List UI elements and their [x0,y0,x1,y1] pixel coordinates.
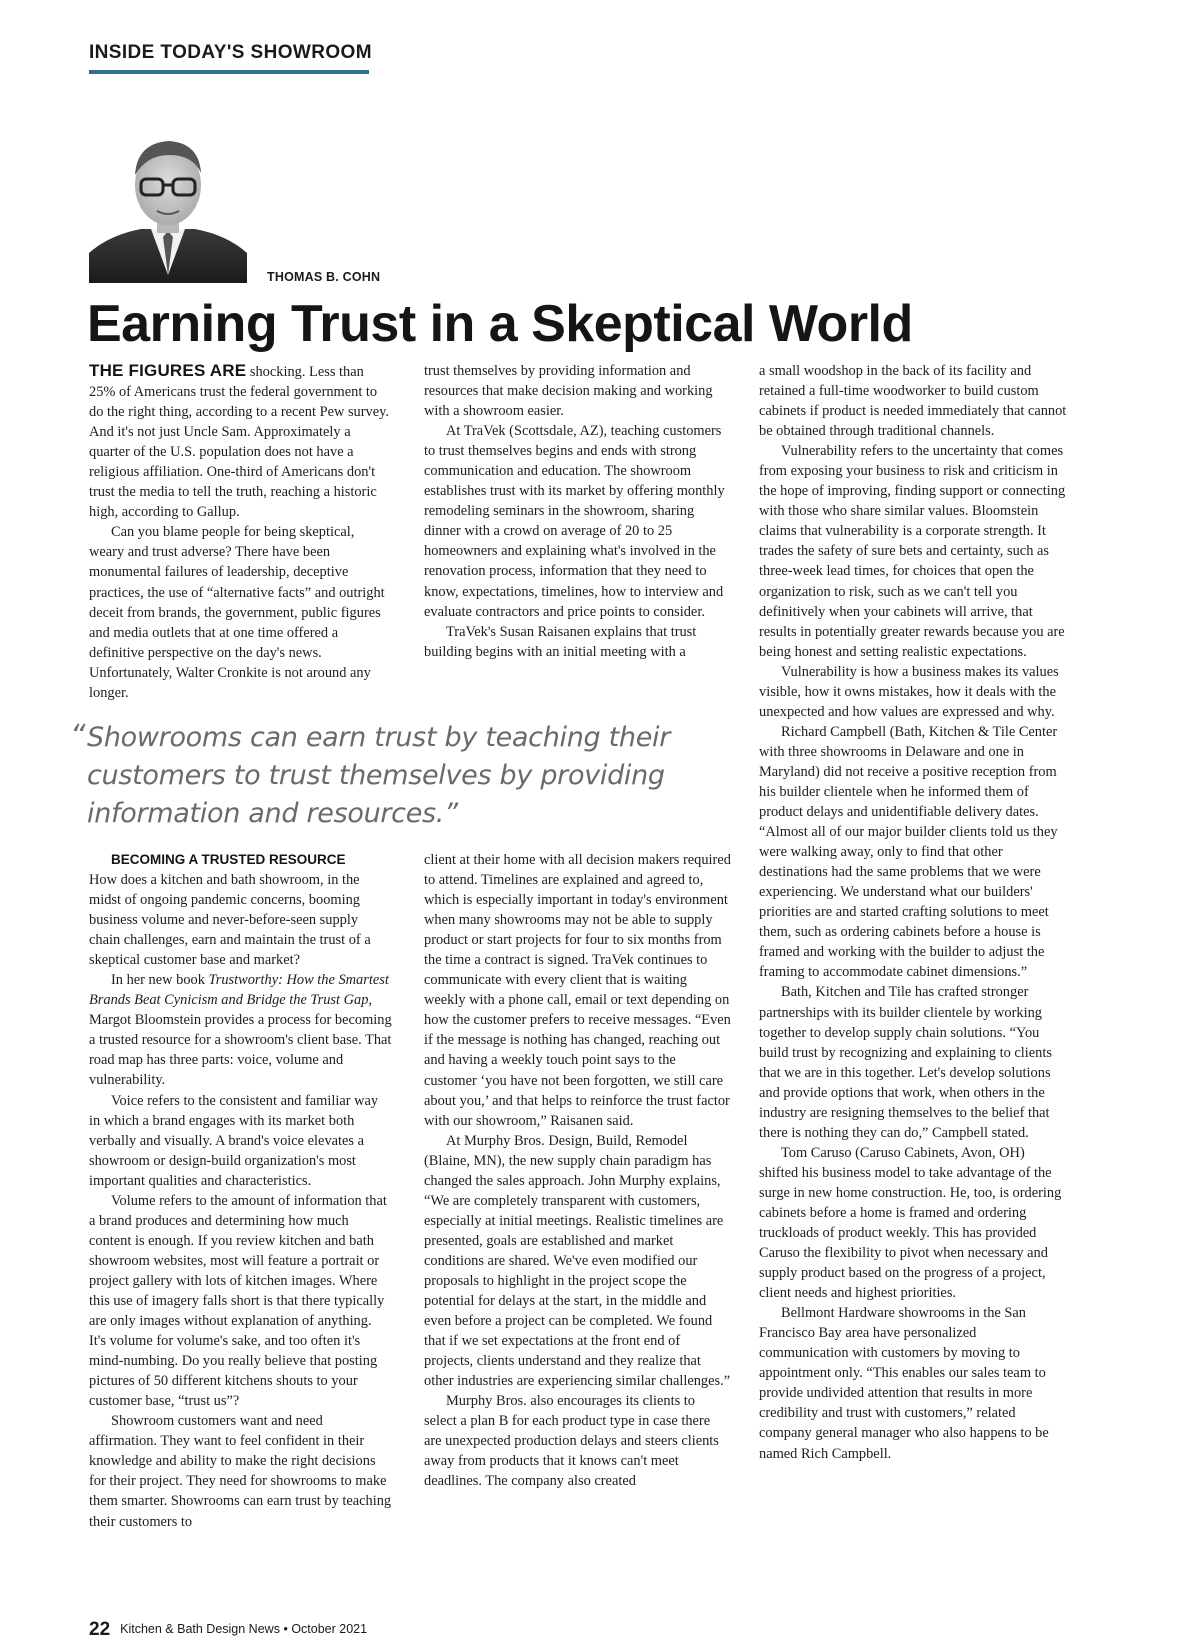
book-paragraph-rest: , Margot Bloomstein provides a process for becoming a trusted resource for a showroom's client base. That road map has three parts: voice, volume and vulnerability. [89,992,392,1089]
body-paragraph: Bath, Kitchen and Tile has crafted stronger partnerships with its builder clientele by working together to develop supply chain solutions. “You build trust by recognizing and explaining to clients that we are in this together. Let's develop solutions and provide options that work, when others in the industry are resigning themselves to the belief that there is nothing they can do,” Campbell stated. [759,984,1052,1141]
body-paragraph: Vulnerability is how a business makes its values visible, how it owns mistakes, how it deals with the unexpected and how values are expressed and why. [759,663,1059,720]
body-paragraph: Tom Caruso (Caruso Cabinets, Avon, OH) shifted his business model to take advantage of the surge in new home construction. He, too, is ordering cabinets before a home is framed and ordering truckloads of product weekly. This has provided Caruso the flexibility to pivot when necessary and supply product based on the progress of a project, client needs and highest priorities. [759,1144,1062,1302]
body-paragraph: Voice refers to the consistent and familiar way in which a brand engages with its market both verbally and visually. A brand's voice elevates a showroom or design-build organization's most important qualities and characteristics. [89,1092,379,1189]
column-2-top [424,361,731,662]
author-portrait-image [89,125,247,283]
column-3 [759,361,1067,1464]
body-paragraph: trust themselves by providing information and resources that make decision making and working with a showroom easier. [424,363,713,420]
article-headline: Earning Trust in a Skeptical World [87,295,913,353]
pull-quote-mark: “ [70,719,86,754]
lead-in: THE FIGURES ARE [89,361,247,380]
body-paragraph: a small woodshop in the back of its facility and retained a full-time woodworker to build custom cabinets if product is needed immediately that cannot be obtained through traditional channels. [759,363,1067,440]
footer-separator: • [283,1622,288,1636]
column-1-top [89,361,392,703]
section-label: INSIDE TODAY'S SHOWROOM [89,42,372,63]
body-paragraph: TraVek's Susan Raisanen explains that trust building begins with an initial meeting with a [424,623,697,660]
book-paragraph-intro: In her new book [111,972,209,989]
body-paragraph: Showroom customers want and need affirmation. They want to feel confident in their knowledge and ability to make the right decisions for their project. They need for showrooms to make them smarter. Showrooms can earn trust by teaching their customers to [89,1413,392,1530]
body-paragraph: Murphy Bros. also encourages its clients to select a plan B for each product type in case there are unexpected production delays and steers clients away from products that it knows can't meet deadlines. The company also created [424,1393,719,1490]
author-byline: THOMAS B. COHN [267,270,381,284]
body-paragraph: At TraVek (Scottsdale, AZ), teaching customers to trust themselves begins and ends with strong communication and education. The showroom establishes trust with its market by offering monthly remodeling seminars in the showroom, sharing dinner with a crowd on average of 20 to 25 homeowners and explaining what's involved in the renovation process, information that they need to know, expectations, timelines, how to interview and evaluate contractors and price points to consider. [424,423,725,620]
body-paragraph: Richard Campbell (Bath, Kitchen & Tile Center with three showrooms in Delaware and one in Maryland) did not receive a positive reception from his builder clientele when he informed them of product delays and unidentifiable delivery dates. “Almost all of our major builder clients told us they were walking away, only to find that other destinations had the same problems that we were experiencing. We understand what our builders' priorities are and started crafting solutions to meet them, such as ordering cabinets before a house is framed and working with the builder to adjust the framing to accommodate cabinet dimensions.” [759,723,1058,981]
body-paragraph: At Murphy Bros. Design, Build, Remodel (Blaine, MN), the new supply chain paradigm has changed the sales approach. John Murphy explains, “We are completely transparent with customers, especially at initial meetings. Realistic timelines are presented, goals are established and market conditions are shared. We've even modified our proposals to highlight in the project scope the potential for delays at the start, in the middle and even before a project can be completed. We found that if we set expectations at the front end of projects, clients understand and they realize that other industries are experiencing similar challenges.” [424,1132,731,1390]
body-paragraph: Bellmont Hardware showrooms in the San Francisco Bay area have personalized communication with customers by moving to appointment only. “This enables our sales team to provide undivided attention that results in more credibility and trust with customers,” related company general manager who also happens to be named Rich Campbell. [759,1305,1049,1462]
body-paragraph: client at their home with all decision makers required to attend. Timelines are explained and agreed to, which is especially important in today's environment when many showrooms may not be able to supply product or start projects for four to six months from the time a contract is signed. TraVek continues to communicate with every client that is waiting weekly with a phone call, email or text depending on how the customer prefers to receive messages. “Even if the message is nothing has changed, reaching out and having a weekly touch point says to the customer ‘you have not been forgotten, we still care about you,’ and that helps to reinforce the trust factor with our showroom,” Raisanen said. [424,852,731,1129]
body-paragraph: Can you blame people for being skeptical, weary and trust adverse? There have been monumental failures of leadership, deceptive practices, the use of “alternative facts” and outright deceit from brands, the government, public figures and media outlets that at one time offered a definitive perspective on the day's news. Unfortunately, Walter Cronkite is not around any longer. [89,524,385,701]
page-footer [89,1619,367,1641]
section-subhead: BECOMING A TRUSTED RESOURCE [111,852,346,867]
body-paragraph: How does a kitchen and bath showroom, in the midst of ongoing pandemic concerns, booming business volume and never-before-seen supply chain challenges, earn and maintain the trust of a skeptical customer base and market? [89,872,371,969]
body-paragraph: Vulnerability refers to the uncertainty that comes from exposing your business to risk and criticism in the hope of improving, finding support or connecting with those who share similar values. Bloomstein claims that vulnerability is a corporate strength. It trades the safety of sure bets and certainty, such as three-week lead times, for choices that open the organization to risk, such as we can't tell you definitively when your cabinets will arrive, that results in potentially greater rewards because you are being honest and setting realistic expectations. [759,443,1066,660]
book-paragraph [89,970,392,1090]
book-title: Trustworthy: How the Smartest Brands Beat Cynicism and Bridge the Trust Gap [89,972,389,1009]
section-rule [89,70,369,74]
publication-name: Kitchen & Bath Design News [120,1622,280,1636]
lead-paragraph [89,361,392,522]
body-paragraph: Volume refers to the amount of information that a brand produces and determining how much content is enough. If you review kitchen and bath showroom websites, most will feature a portrait or project gallery with lots of kitchen images. Where this use of imagery falls short is that there typically are only images without explanation of anything. It's volume for volume's sake, and too often it's mind-numbing. Do you really believe that posting pictures of 50 different kitchens shouts to your customer base, “trust us”? [89,1192,387,1410]
lead-paragraph-text: shocking. Less than 25% of Americans trust the federal government to do the right thing, according to a recent Pew survey. And it's not just Uncle Sam. Approximately a quarter of the U.S. population does not have a religious affiliation. One-third of Americans don't trust the media to tell the truth, reaching a historic high, according to Gallup. [89,364,389,521]
column-2-bottom [424,850,731,1492]
page-number: 22 [89,1619,111,1640]
pull-quote: Showrooms can earn trust by teaching their customers to trust themselves by providing information and resources.” [87,722,671,829]
column-1-bottom [89,850,392,1532]
issue-date: October 2021 [291,1622,368,1636]
author-photo [89,125,247,283]
